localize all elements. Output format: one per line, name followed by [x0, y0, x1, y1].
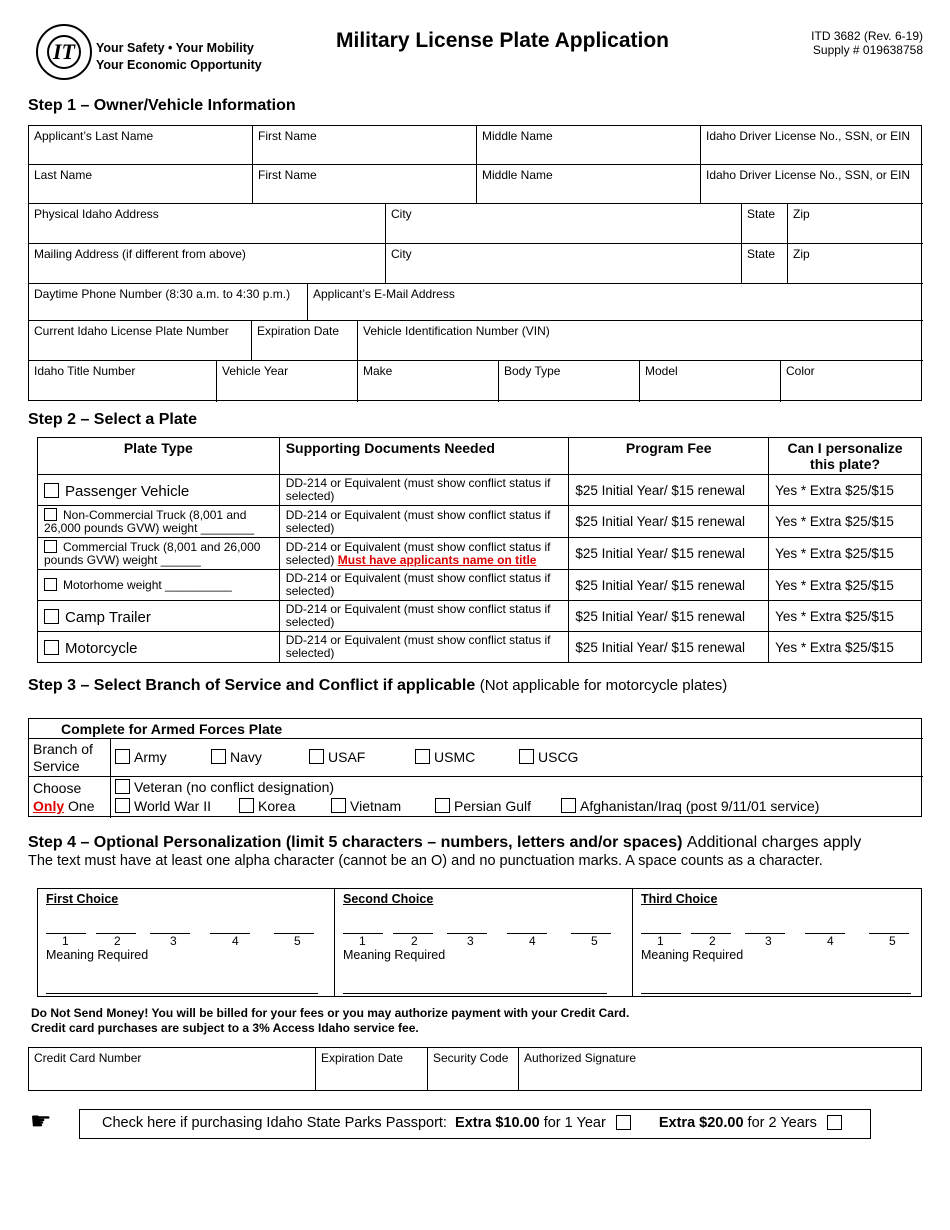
phone-field[interactable] — [29, 284, 308, 321]
plate-noncommercial-truck[interactable] — [38, 506, 280, 538]
card-number-field[interactable] — [29, 1048, 316, 1090]
docs-cell: DD-214 or Equivalent (must show conflict status if selected) — [279, 601, 569, 632]
first-choice-panel[interactable] — [38, 889, 335, 996]
conflict-veteran-label: Veteran (no conflict designation) — [134, 779, 335, 795]
afghanistan-iraq-checkbox[interactable] — [561, 798, 576, 813]
commercial-truck-checkbox[interactable] — [44, 540, 57, 553]
payment-note-1: Do Not Send Money! You will be billed for your fees or you may authorize payment with your Credit Card. — [31, 1006, 630, 1020]
slot-number: 4 — [827, 934, 834, 948]
itd-logo-mark: IT — [47, 35, 81, 69]
physical-zip-field[interactable] — [788, 204, 923, 244]
branch-usaf-label: USAF — [328, 749, 366, 765]
co-last-name-label: Last Name — [34, 168, 93, 182]
supply-number: Supply # 019638758 — [812, 43, 923, 57]
conflict-ww2-label: World War II — [134, 798, 212, 814]
branch-label-line1: Branch of — [33, 741, 93, 757]
slot-number: 5 — [294, 934, 301, 948]
mailing-state-field[interactable] — [742, 244, 788, 284]
meaning-line[interactable] — [46, 993, 318, 994]
char-slot[interactable] — [805, 933, 845, 934]
branch-usaf[interactable] — [309, 749, 365, 765]
vehicle-year-label: Vehicle Year — [222, 364, 289, 378]
step4-heading — [28, 834, 861, 852]
conflict-vietnam-label: Vietnam — [350, 798, 402, 814]
table-row — [38, 475, 922, 506]
only-emphasis: Only — [33, 798, 65, 814]
vin-field[interactable] — [358, 321, 923, 361]
personalize-cell: Yes * Extra $25/$15 — [769, 570, 922, 601]
id-number-field[interactable] — [701, 126, 923, 165]
armed-forces-table — [28, 718, 922, 817]
co-last-name-field[interactable] — [29, 165, 253, 204]
parks-passport-box — [79, 1109, 871, 1139]
vehicle-year-field[interactable] — [217, 361, 358, 402]
parks-2-years-checkbox[interactable] — [827, 1115, 842, 1130]
physical-state-label: State — [747, 207, 776, 221]
slot-number: 1 — [359, 934, 366, 948]
model-field[interactable] — [640, 361, 781, 402]
mailing-zip-label: Zip — [793, 247, 810, 261]
meaning-required-label: Meaning Required — [641, 948, 744, 962]
usaf-checkbox[interactable] — [309, 749, 324, 764]
title-number-field[interactable] — [29, 361, 217, 402]
mailing-city-field[interactable] — [386, 244, 742, 284]
mailing-city-label: City — [391, 247, 412, 261]
plate-motorhome[interactable] — [38, 570, 280, 601]
step4-heading-note: Additional charges apply — [686, 834, 862, 851]
payment-note-2: Credit card purchases are subject to a 3% Access Idaho service fee. — [31, 1021, 419, 1035]
motorhome-checkbox[interactable] — [44, 578, 57, 591]
table-row — [38, 632, 922, 663]
plate-passenger-label: Passenger Vehicle — [65, 482, 190, 500]
branch-usmc[interactable] — [415, 749, 475, 765]
choose-label-line1: Choose — [33, 780, 82, 796]
physical-city-label: City — [391, 207, 412, 221]
col-plate-type: Plate Type — [38, 438, 280, 475]
co-first-name-label: First Name — [258, 168, 317, 182]
branch-uscg-label: USCG — [538, 749, 579, 765]
slot-number: 4 — [529, 934, 536, 948]
branch-uscg[interactable] — [519, 749, 578, 765]
first-name-field[interactable] — [253, 126, 477, 165]
co-id-number-field[interactable] — [701, 165, 923, 204]
parks-extra-1: Extra $10.00 — [455, 1115, 540, 1131]
mailing-address-field[interactable] — [29, 244, 386, 284]
fee-cell: $25 Initial Year/ $15 renewal — [569, 570, 769, 601]
plate-noncommercial-label: Non-Commercial Truck (8,001 and 26,000 pounds GVW) weight ________ — [44, 508, 255, 535]
first-choice-title: First Choice — [46, 892, 119, 906]
second-choice-panel[interactable] — [335, 889, 633, 996]
plate-expiration-field[interactable] — [252, 321, 358, 361]
applicant-last-name-field[interactable] — [29, 126, 253, 165]
step3-heading — [28, 677, 727, 695]
passenger-checkbox[interactable] — [44, 483, 59, 498]
usmc-checkbox[interactable] — [415, 749, 430, 764]
plate-motorhome-label: Motorhome weight __________ — [63, 578, 232, 592]
noncommercial-truck-checkbox[interactable] — [44, 508, 57, 521]
personalize-cell: Yes * Extra $25/$15 — [769, 632, 922, 663]
meaning-required-label: Meaning Required — [343, 948, 446, 962]
parks-extra-2: Extra $20.00 — [658, 1115, 744, 1131]
meaning-required-label: Meaning Required — [46, 948, 149, 962]
phone-label: Daytime Phone Number (8:30 a.m. to 4:30 p.m.) — [34, 287, 291, 301]
parks-for-2: for 2 Years — [747, 1115, 817, 1131]
persian-gulf-checkbox[interactable] — [435, 798, 450, 813]
applicant-last-name-label: Applicant’s Last Name — [34, 129, 154, 143]
form-revision: ITD 3682 (Rev. 6-19) — [811, 29, 923, 43]
credit-card-table — [28, 1047, 922, 1091]
physical-city-field[interactable] — [386, 204, 742, 244]
meaning-line[interactable] — [641, 993, 911, 994]
plate-camp-trailer[interactable] — [38, 601, 280, 632]
page-title: Military License Plate Application — [336, 29, 669, 52]
table-row — [38, 538, 922, 570]
physical-zip-label: Zip — [793, 207, 810, 221]
owner-vehicle-table — [28, 125, 922, 401]
security-code-label: Security Code — [433, 1051, 509, 1065]
slot-number: 3 — [467, 934, 474, 948]
mailing-zip-field[interactable] — [788, 244, 923, 284]
color-label: Color — [786, 364, 815, 378]
meaning-line[interactable] — [343, 993, 607, 994]
one-text: One — [68, 798, 95, 814]
middle-name-label: Middle Name — [482, 129, 553, 143]
docs-cell: DD-214 or Equivalent (must show conflict status if selected) — [279, 570, 569, 601]
conflict-veteran[interactable] — [115, 779, 334, 795]
table-row — [38, 601, 922, 632]
uscg-checkbox[interactable] — [519, 749, 534, 764]
vietnam-checkbox[interactable] — [331, 798, 346, 813]
choose-label — [29, 777, 111, 818]
ww2-checkbox[interactable] — [115, 798, 130, 813]
signature-field[interactable] — [519, 1048, 921, 1090]
third-choice-panel[interactable] — [633, 889, 921, 996]
co-middle-name-label: Middle Name — [482, 168, 553, 182]
physical-address-field[interactable] — [29, 204, 386, 244]
conflict-afghanistan-iraq-label: Afghanistan/Iraq (post 9/11/01 service) — [580, 798, 820, 814]
model-label: Model — [645, 364, 678, 378]
conflict-persian-gulf-label: Persian Gulf — [454, 798, 532, 814]
first-name-label: First Name — [258, 129, 317, 143]
parks-text: Check here if purchasing Idaho State Parks Passport: — [102, 1115, 447, 1131]
char-slot[interactable] — [507, 933, 547, 934]
make-field[interactable] — [358, 361, 499, 402]
third-choice-title: Third Choice — [641, 892, 718, 906]
co-first-name-field[interactable] — [253, 165, 477, 204]
veteran-checkbox[interactable] — [115, 779, 130, 794]
docs-cell: DD-214 or Equivalent (must show conflict status if selected) — [279, 632, 569, 663]
branch-navy[interactable] — [211, 749, 262, 765]
motorcycle-checkbox[interactable] — [44, 640, 59, 655]
conflict-korea-label: Korea — [258, 798, 296, 814]
docs-title-text: DD-214 or Equivalent (must show conflict status if selected) — [285, 539, 551, 567]
personalize-cell: Yes * Extra $25/$15 — [769, 475, 922, 506]
fee-cell: $25 Initial Year/ $15 renewal — [569, 538, 769, 570]
docs-cell-title — [279, 538, 569, 570]
slot-number: 4 — [232, 934, 239, 948]
card-expiration-field[interactable] — [316, 1048, 428, 1090]
conflict-vietnam[interactable] — [331, 798, 401, 814]
conflict-korea[interactable] — [239, 798, 295, 814]
table-row — [38, 570, 922, 601]
fee-cell: $25 Initial Year/ $15 renewal — [569, 506, 769, 538]
armed-forces-title: Complete for Armed Forces Plate — [29, 719, 923, 739]
slot-number: 1 — [657, 934, 664, 948]
tagline-1: Your Safety • Your Mobility — [96, 41, 254, 55]
step4-heading-text: Step 4 – Optional Personalization (limit 5 characters – numbers, letters and/or spaces) — [28, 834, 683, 851]
mailing-address-label: Mailing Address (if different from above) — [34, 247, 246, 261]
army-checkbox[interactable] — [115, 749, 130, 764]
fee-cell: $25 Initial Year/ $15 renewal — [569, 475, 769, 506]
mailing-state-label: State — [747, 247, 776, 261]
branch-usmc-label: USMC — [434, 749, 476, 765]
pointing-hand-icon: ☛ — [30, 1108, 52, 1135]
slot-number: 5 — [889, 934, 896, 948]
col-personalize: Can I personalize this plate? — [769, 438, 922, 475]
plate-motorcycle[interactable] — [38, 632, 280, 663]
co-id-number-label: Idaho Driver License No., SSN, or EIN — [706, 168, 911, 182]
slot-number: 3 — [765, 934, 772, 948]
step1-heading: Step 1 – Owner/Vehicle Information — [28, 97, 296, 114]
plate-passenger[interactable] — [38, 475, 280, 506]
plate-motorcycle-label: Motorcycle — [65, 639, 138, 657]
co-middle-name-field[interactable] — [477, 165, 701, 204]
slot-number: 2 — [709, 934, 716, 948]
conflict-ww2[interactable] — [115, 798, 211, 814]
fee-cell: $25 Initial Year/ $15 renewal — [569, 632, 769, 663]
slot-number: 2 — [114, 934, 121, 948]
slot-number: 2 — [411, 934, 418, 948]
signature-label: Authorized Signature — [524, 1051, 637, 1065]
branch-army[interactable] — [115, 749, 167, 765]
step2-heading: Step 2 – Select a Plate — [28, 411, 197, 428]
middle-name-field[interactable] — [477, 126, 701, 165]
id-number-label: Idaho Driver License No., SSN, or EIN — [706, 129, 911, 143]
color-field[interactable] — [781, 361, 923, 402]
col-docs: Supporting Documents Needed — [279, 438, 569, 475]
branch-navy-label: Navy — [230, 749, 262, 765]
char-slot[interactable] — [210, 933, 250, 934]
plate-table-header — [38, 438, 922, 475]
physical-state-field[interactable] — [742, 204, 788, 244]
physical-address-label: Physical Idaho Address — [34, 207, 159, 221]
current-plate-field[interactable] — [29, 321, 252, 361]
step3-heading-text: Step 3 – Select Branch of Service and Conflict if applicable — [28, 677, 476, 694]
plate-commercial-label: Commercial Truck (8,001 and 26,000 pounds GVW) weight ______ — [44, 540, 261, 567]
personalize-cell: Yes * Extra $25/$15 — [769, 506, 922, 538]
slot-number: 5 — [591, 934, 598, 948]
body-type-field[interactable] — [499, 361, 640, 402]
personalize-cell: Yes * Extra $25/$15 — [769, 538, 922, 570]
parks-1-year-checkbox[interactable] — [616, 1115, 631, 1130]
fee-cell: $25 Initial Year/ $15 renewal — [569, 601, 769, 632]
branch-label — [29, 739, 111, 777]
camp-trailer-checkbox[interactable] — [44, 609, 59, 624]
branch-army-label: Army — [134, 749, 167, 765]
tagline-2: Your Economic Opportunity — [96, 58, 262, 72]
email-field[interactable] — [308, 284, 923, 321]
make-label: Make — [363, 364, 393, 378]
plate-expiration-label: Expiration Date — [257, 324, 340, 338]
card-expiration-label: Expiration Date — [321, 1051, 404, 1065]
plate-table — [37, 437, 922, 663]
choose-label-line2 — [33, 797, 110, 815]
slot-number: 1 — [62, 934, 69, 948]
plate-commercial-truck[interactable] — [38, 538, 280, 570]
security-code-field[interactable] — [428, 1048, 519, 1090]
plate-camp-trailer-label: Camp Trailer — [65, 608, 151, 626]
second-choice-title: Second Choice — [343, 892, 434, 906]
parks-for-1: for 1 Year — [543, 1115, 606, 1131]
current-plate-label: Current Idaho License Plate Number — [34, 324, 229, 338]
conflict-options — [111, 777, 923, 818]
conflict-afghanistan-iraq[interactable] — [561, 798, 819, 814]
docs-cell: DD-214 or Equivalent (must show conflict status if selected) — [279, 475, 569, 506]
body-type-label: Body Type — [504, 364, 561, 378]
personalize-cell: Yes * Extra $25/$15 — [769, 601, 922, 632]
personalization-rule: The text must have at least one alpha character (cannot be an O) and no punctuation marks. A space counts as a character. — [28, 853, 823, 869]
payment-note — [31, 1006, 629, 1036]
slot-number: 3 — [170, 934, 177, 948]
title-number-label: Idaho Title Number — [34, 364, 136, 378]
step3-heading-note: (Not applicable for motorcycle plates) — [479, 677, 728, 694]
vin-label: Vehicle Identification Number (VIN) — [363, 324, 550, 338]
conflict-persian-gulf[interactable] — [435, 798, 531, 814]
navy-checkbox[interactable] — [211, 749, 226, 764]
title-name-warning: Must have applicants name on title — [337, 552, 537, 567]
personalization-box — [37, 888, 922, 997]
table-row — [38, 506, 922, 538]
col-fee: Program Fee — [569, 438, 769, 475]
branch-options — [111, 739, 923, 777]
docs-cell: DD-214 or Equivalent (must show conflict status if selected) — [279, 506, 569, 538]
korea-checkbox[interactable] — [239, 798, 254, 813]
form-number — [811, 29, 923, 57]
branch-label-line2: Service — [33, 758, 80, 774]
card-number-label: Credit Card Number — [34, 1051, 142, 1065]
email-label: Applicant’s E-Mail Address — [313, 287, 455, 301]
